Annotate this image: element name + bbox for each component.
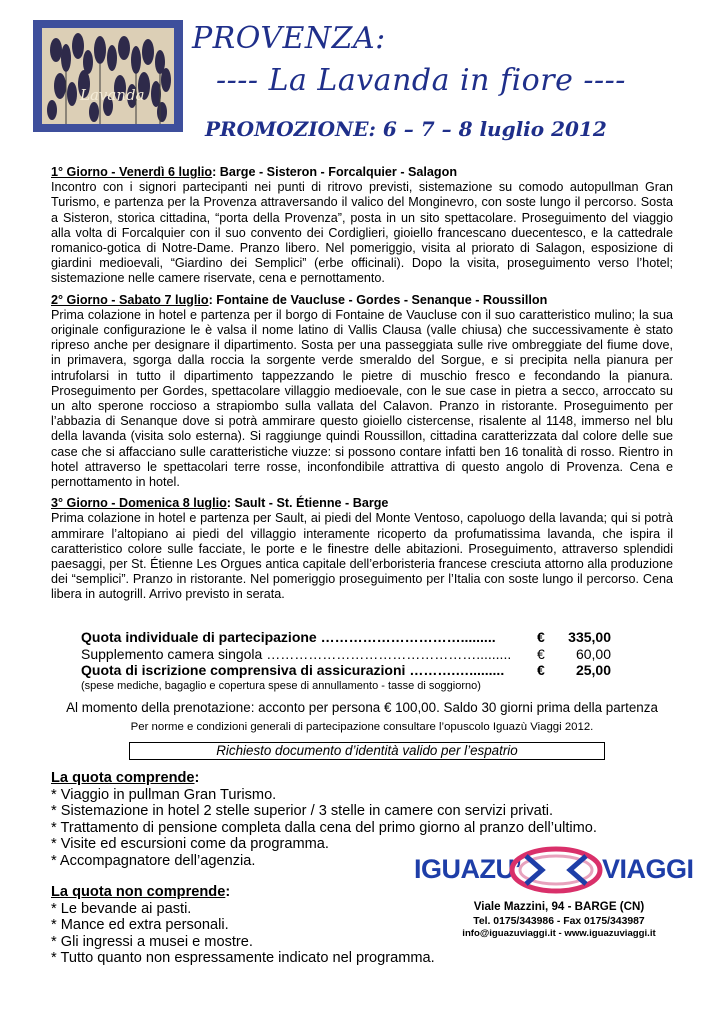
price-amount: 25,00 bbox=[575, 662, 611, 678]
deposit-info: Al momento della prenotazione: acconto per persona € 100,00. Saldo 30 giorni prima della partenza bbox=[66, 700, 658, 715]
excludes-section bbox=[51, 884, 435, 967]
day-date: 3° Giorno - Domenica 8 luglio bbox=[51, 496, 227, 511]
page-subtitle: ---- La Lavanda in fiore ---- bbox=[216, 63, 626, 98]
price-amount: 335,00 bbox=[568, 629, 611, 645]
agency-address: Viale Mazzini, 94 - BARGE (CN) bbox=[473, 900, 645, 913]
list-item: * Sistemazione in hotel 2 stelle superior / 3 stelle in camere con servizi privati. bbox=[51, 803, 554, 820]
itinerary bbox=[51, 165, 673, 609]
price-row bbox=[81, 662, 611, 679]
includes-heading-line bbox=[51, 770, 597, 787]
agency-logo-right: VIAGGI bbox=[602, 854, 694, 884]
excludes-heading-line bbox=[51, 884, 435, 901]
day-heading bbox=[51, 496, 673, 511]
list-item: * Tutto quanto non espressamente indicato nel programma. bbox=[51, 950, 435, 967]
price-currency: € bbox=[537, 629, 545, 645]
list-item: * Mance ed extra personali. bbox=[51, 917, 229, 934]
day-date: 1° Giorno - Venerdì 6 luglio bbox=[51, 165, 213, 179]
price-label: Quota di iscrizione comprensiva di assicurazioni ……….…......... bbox=[81, 662, 505, 678]
heading-colon: : bbox=[225, 884, 231, 900]
day-route: : Barge - Sisteron - Forcalquier - Salagon bbox=[212, 165, 458, 179]
heading-colon: : bbox=[194, 770, 200, 786]
price-label: Quota individuale di partecipazione …………………………......... bbox=[81, 629, 496, 645]
list-item: * Accompagnatore dell’agenzia. bbox=[51, 852, 256, 869]
price-currency: € bbox=[537, 645, 545, 662]
list-item: * Visite ed escursioni come da programma. bbox=[51, 836, 329, 853]
agency-block bbox=[410, 838, 694, 946]
includes-heading: La quota comprende bbox=[51, 770, 195, 786]
day-description: Prima colazione in hotel e partenza per Sault, ai piedi del Monte Ventoso, capoluogo della lavanda; qui si potrà ammirare l’altopiano ai piedi del villaggio interamente ricoperto da profumatissima lavanda, che ispira il caratteristico colore sulle facciate, le porte e le finestre delle abitazioni. Proseguimento, attraverso splendidi paesaggi, per St. Étienne Les Orgues antica capitale dell’erboristeria francese cresciuta attorno alla produzione dei “semplici”. Pranzo in ristorante. Nel pomeriggio proseguimento per l’Italia con soste lungo il percorso. Cena libera in autogrill. Arrivo previsto in serata. bbox=[51, 511, 673, 602]
promotion-dates: PROMOZIONE: 6 – 7 – 8 luglio 2012 bbox=[205, 117, 607, 141]
excludes-heading: La quota non comprende bbox=[51, 884, 226, 900]
day-2 bbox=[51, 293, 673, 491]
day-description: Prima colazione in hotel e partenza per il borgo di Fontaine de Vaucluse con il suo caratteristico mulino; la sua originale configurazione le è valsa il nome latino di Vallis Clausa (valle chiusa) che successivamente è stato ripreso anche per designare il dipartimento. Sosta per una passeggiata sulle rive ombreggiate del fiume dove, in primavera, sgorga dalla roccia la sorgente verde smeraldo del Sorgue, e si precipita nella pianura per intrufolarsi in tutto il dipartimento tappezzando le pietre di muschio fresco e fecondando la pianura. Proseguimento per Gordes, spettacolare villaggio medioevale, con le sue case in pietra a secco, arroccato su un alto sperone roccioso a strapiombo sulla vallata del Calavon. Pranzo in ristorante. Proseguimento per l’abbazia di Senanque dove si potrà ammirare questo gioiello cistercense, risalente al 1148, immerso nel blu della lavanda (visita solo esterna). Si raggiunge quindi Roussillon, cittadina caratterizzata dal colore delle sue case che si affacciano sulle caratteristiche viuzze: si possono contare infatti ben 16 tonalità di rosso. Rientro in hotel attraverso le spettacolari terre rosse, inconfondibile attrattiva di questo angolo di Provenza. Cena e pernottamento in hotel. bbox=[51, 307, 673, 490]
agency-web: info@iguazuviaggi.it - www.iguazuviaggi.it bbox=[462, 928, 656, 939]
lavender-logo-text: Lavanda bbox=[80, 86, 145, 104]
list-item: * Le bevande ai pasti. bbox=[51, 900, 192, 917]
day-description: Incontro con i signori partecipanti nei punti di ritrovo previsti, sistemazione su comodo autopullman Gran Turismo, e partenza per la Provenza attraversando il valico del Monginevro, con soste lungo il percorso. Sosta a Sisteron, storica cittadina, “porta della Provenza”, posta in un sito spettacolare. Proseguimento del viaggio alla volta di Forcalquier con il suo convento dei Cordiglieri, gioiello francescano duecentesco, e la cattedrale romanico-gotica di Notre-Dame. Pranzo libero. Nel pomeriggio, visita al priorato di Salagon, esposizione di giardini medioevali, “Giardino dei Semplici” (erbe officinali). Dopo la visita, proseguimento verso l’hotel; sistemazione nelle camere riservate, cena e pernottamento. bbox=[51, 180, 673, 286]
day-route: : Sault - St. Étienne - Barge bbox=[226, 496, 389, 511]
list-item: * Trattamento di pensione completa dalla cena del primo giorno al pranzo dell’ultimo. bbox=[51, 819, 597, 836]
list-item: * Viaggio in pullman Gran Turismo. bbox=[51, 786, 277, 803]
agency-logo-left: IGUAZU’ bbox=[414, 854, 522, 884]
swirl-arrows-icon bbox=[508, 844, 604, 896]
agency-logo bbox=[410, 838, 694, 900]
day-3 bbox=[51, 496, 673, 602]
terms-note: Per norme e condizioni generali di partecipazione consultare l’opuscolo Iguazù Viaggi 2012. bbox=[130, 721, 594, 733]
price-list bbox=[81, 629, 611, 693]
day-heading bbox=[51, 293, 673, 308]
day-heading bbox=[51, 165, 673, 180]
lavender-logo-frame bbox=[33, 20, 183, 132]
price-note: (spese mediche, bagaglio e copertura spese di annullamento - tasse di soggiorno) bbox=[81, 679, 481, 692]
id-document-notice: Richiesto documento d’identità valido per l’espatrio bbox=[129, 742, 605, 760]
list-item: * Gli ingressi a musei e mostre. bbox=[51, 933, 253, 950]
price-currency: € bbox=[537, 662, 545, 678]
price-label: Supplemento camera singola ………………………………………......... bbox=[81, 645, 512, 662]
day-route: : Fontaine de Vaucluse - Gordes - Senanque - Roussillon bbox=[208, 292, 548, 307]
page-title: PROVENZA: bbox=[192, 21, 386, 56]
lavender-field-icon bbox=[42, 28, 174, 124]
lavender-image bbox=[42, 28, 174, 124]
agency-phone: Tel. 0175/343986 - Fax 0175/343987 bbox=[473, 916, 645, 927]
day-date: 2° Giorno - Sabato 7 luglio bbox=[51, 292, 209, 307]
price-row bbox=[81, 646, 611, 663]
price-amount: 60,00 bbox=[575, 645, 611, 662]
day-1 bbox=[51, 165, 673, 287]
price-row bbox=[81, 629, 611, 646]
